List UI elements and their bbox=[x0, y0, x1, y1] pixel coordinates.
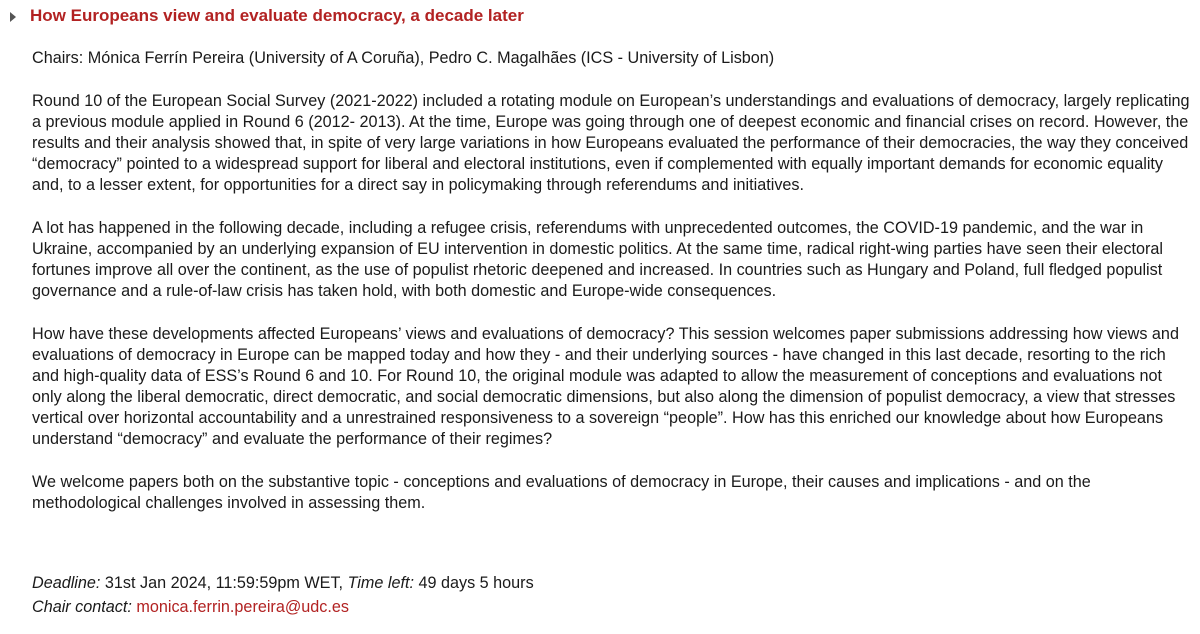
time-left-value: 49 days 5 hours bbox=[413, 574, 534, 592]
deadline-label: Deadline: bbox=[32, 574, 101, 592]
description-paragraph-1: Round 10 of the European Social Survey (2021-2022) included a rotating module on European’s understandings and evaluations of democracy, largely replicating a previous module applied in Round 6 (2012- 2013). At the time, Europe was going through one of deepest economic and financial crises on record. However, the results and their analysis showed that, in spite of very large variations in how Europeans evaluated the performance of their democracies, the way they conceived “democracy” pointed to a widespread support for liberal and electoral institutions, even if complemented with equally important demands for economic equality and, to a lesser extent, for opportunities for a direct say in policymaking through referendums and initiatives. bbox=[32, 92, 1190, 194]
contact-line bbox=[32, 595, 534, 619]
session-toggle[interactable] bbox=[10, 6, 524, 26]
deadline-value: 31st Jan 2024, 11:59:59pm WET, bbox=[100, 574, 348, 592]
time-left-label: Time left: bbox=[347, 574, 414, 592]
session-title[interactable]: How Europeans view and evaluate democracy, a decade later bbox=[30, 6, 524, 25]
disclosure-triangle-icon[interactable] bbox=[10, 12, 16, 22]
description-paragraph-4: We welcome papers both on the substantive topic - conceptions and evaluations of democracy in Europe, their causes and implications - and on the methodological challenges involved in assessing them. bbox=[32, 473, 1091, 512]
session-body bbox=[32, 48, 1194, 514]
contact-label: Chair contact: bbox=[32, 598, 132, 616]
session-meta bbox=[32, 571, 534, 619]
chairs-line: Chairs: Mónica Ferrín Pereira (University of A Coruña), Pedro C. Magalhães (ICS - University of Lisbon) bbox=[32, 49, 775, 67]
chair-contact-email-link[interactable]: monica.ferrin.pereira@udc.es bbox=[136, 598, 349, 616]
description-paragraph-3: How have these developments affected Europeans’ views and evaluations of democracy? This session welcomes paper submissions addressing how views and evaluations of democracy in Europe can be mapped today and how they - and their underlying sources - have changed in this last decade, resorting to the rich and high-quality data of ESS’s Round 6 and 10. For Round 10, the original module was adapted to allow the measurement of conceptions and evaluations not only along the liberal democratic, direct democratic, and social democratic dimensions, but also along the dimension of populist democracy, a view that stresses vertical over horizontal accountability and a unrestrained responsiveness to a sovereign “people”. How has this enriched our knowledge about how Europeans understand “democracy” and evaluate the performance of their regimes? bbox=[32, 325, 1179, 448]
description-paragraph-2: A lot has happened in the following decade, including a refugee crisis, referendums with unprecedented outcomes, the COVID-19 pandemic, and the war in Ukraine, accompanied by an underlying expansion of EU intervention in domestic politics. At the same time, radical right-wing parties have seen their electoral fortunes improve all over the continent, as the use of populist rhetoric deepened and increased. In countries such as Hungary and Poland, full fledged populist governance and a rule-of-law crisis has taken hold, with both domestic and Europe-wide consequences. bbox=[32, 219, 1164, 300]
deadline-line bbox=[32, 571, 534, 595]
